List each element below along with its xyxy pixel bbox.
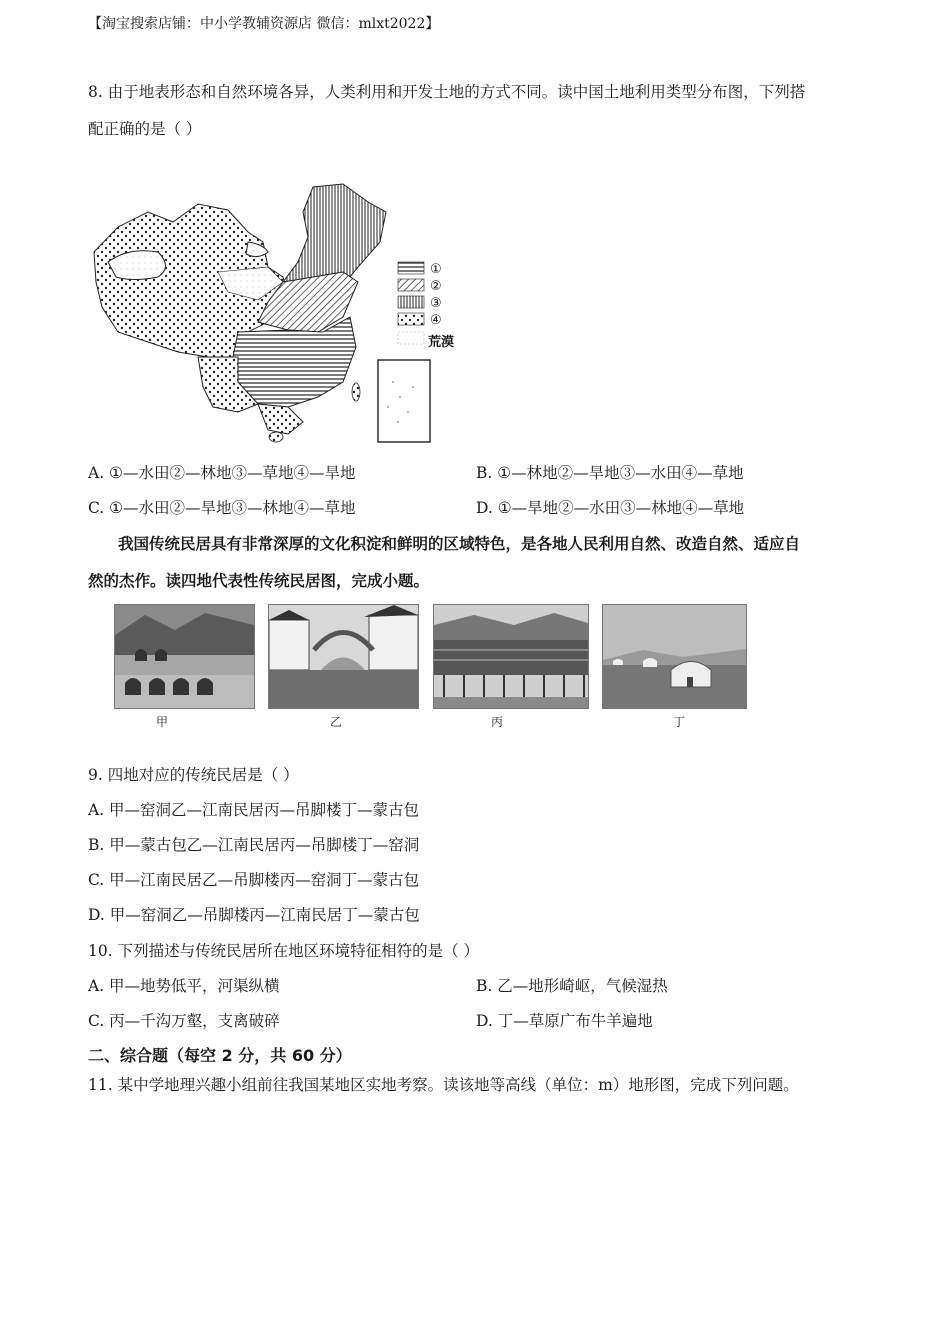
legend-label-1: ① [430, 262, 442, 277]
legend-label-desert: 荒漠 [428, 335, 455, 350]
legend-label-2: ② [430, 279, 442, 294]
map-inset-south-china-sea [378, 360, 430, 442]
q10-option-d[interactable]: D. 丁—草原广布牛羊遍地 [476, 1012, 653, 1030]
q9-option-a[interactable]: A. 甲—窑洞乙—江南民居丙—吊脚楼丁—蒙古包 [88, 801, 420, 819]
q10-option-a[interactable]: A. 甲—地势低平，河渠纵横 [88, 977, 280, 995]
photo-bing-stilt-houses [433, 604, 589, 709]
map-figure [88, 182, 468, 447]
q8-stem-line2: 配正确的是（ ） [88, 120, 202, 138]
section2-title: 二、综合题（每空 2 分，共 60 分） [88, 1046, 352, 1065]
caption-jia: 甲 [156, 715, 169, 729]
legend-swatch-desert [398, 332, 424, 344]
page-header: 【淘宝搜索店铺：中小学教辅资源店 微信：mlxt2022】 [88, 16, 440, 32]
q10-option-b[interactable]: B. 乙—地形崎岖，气候湿热 [476, 977, 668, 995]
q8-option-a[interactable]: A. ①—水田②—林地③—草地④—旱地 [88, 464, 356, 482]
q10-option-c[interactable]: C. 丙—千沟万壑，支离破碎 [88, 1012, 280, 1030]
map-island-taiwan [352, 383, 360, 401]
q9-option-c[interactable]: C. 甲—江南民居乙—吊脚楼丙—窑洞丁—蒙古包 [88, 871, 420, 889]
map-island-hainan [269, 432, 283, 442]
intro-line2: 然的杰作。读四地代表性传统民居图，完成小题。 [88, 572, 430, 590]
q8-option-d[interactable]: D. ①—旱地②—水田③—林地④—草地 [476, 499, 745, 517]
legend-swatch-2 [398, 279, 424, 291]
q8-option-c[interactable]: C. ①—水田②—旱地③—林地④—草地 [88, 499, 356, 517]
q8-option-b[interactable]: B. ①—林地②—旱地③—水田④—草地 [476, 464, 744, 482]
q10-stem: 10. 下列描述与传统民居所在地区环境特征相符的是（ ） [88, 942, 480, 960]
photo-ding-yurt [602, 604, 747, 709]
legend-swatch-1 [398, 262, 424, 274]
q9-stem: 9. 四地对应的传统民居是（ ） [88, 766, 299, 784]
caption-yi: 乙 [330, 715, 343, 729]
intro-line1: 我国传统民居具有非常深厚的文化积淀和鲜明的区域特色，是各地人民利用自然、改造自然、适应自 [118, 535, 801, 553]
photo-jia-cave-dwelling [114, 604, 255, 709]
q9-option-b[interactable]: B. 甲—蒙古包乙—江南民居丙—吊脚楼丁—窑洞 [88, 836, 420, 854]
q9-option-d[interactable]: D. 甲—窑洞乙—吊脚楼丙—江南民居丁—蒙古包 [88, 906, 420, 924]
legend-label-4: ④ [430, 313, 442, 328]
legend-swatch-3 [398, 296, 424, 308]
legend-swatch-4 [398, 313, 424, 325]
china-land-use-map [88, 182, 468, 447]
photo-yi-jiangnan-houses [268, 604, 419, 709]
q11-stem: 11. 某中学地理兴趣小组前往我国某地区实地考察。读该地等高线（单位：m）地形图，完成下列问题。 [88, 1076, 799, 1094]
q8-stem-line1: 8. 由于地表形态和自然环境各异，人类利用和开发土地的方式不同。读中国土地利用类型分布图，下列搭 [88, 83, 806, 101]
caption-bing: 丙 [491, 715, 504, 729]
legend-label-3: ③ [430, 296, 442, 311]
caption-ding: 丁 [673, 715, 686, 729]
